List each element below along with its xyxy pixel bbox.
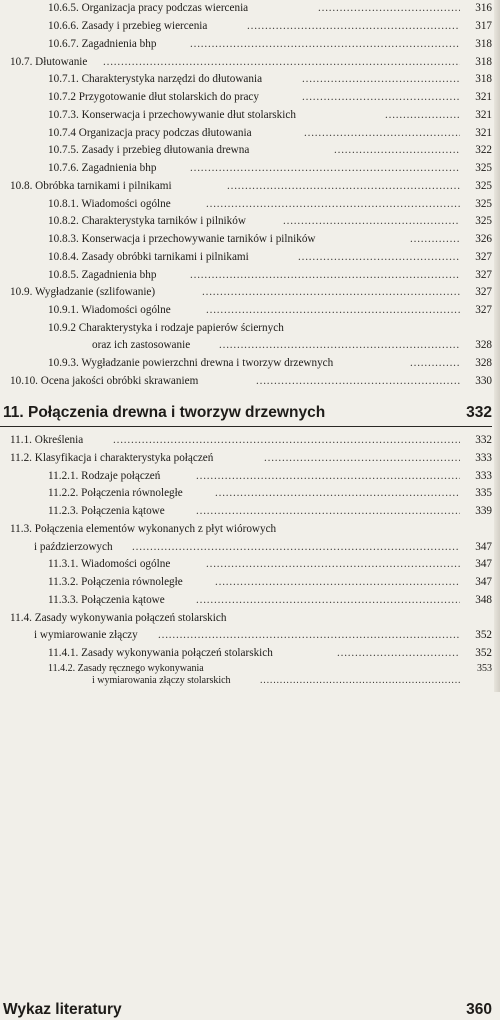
- toc-entry-page: 327: [475, 286, 492, 298]
- toc-entry-label: 11.2.3. Połączenia kątowe: [48, 505, 165, 517]
- toc-entry: [0, 162, 500, 175]
- toc-entry: [0, 434, 500, 447]
- dot-leader: [196, 470, 460, 483]
- dot-leader: [283, 215, 460, 228]
- toc-entry-page: 318: [475, 56, 492, 68]
- toc-entry-label: 10.8.2. Charakterystyka tarników i pilników: [48, 215, 246, 227]
- toc-entry: [0, 523, 500, 536]
- toc-entry-label: 11.1. Określenia: [10, 434, 84, 446]
- toc-entry-label: 10.8.4. Zasady obróbki tarnikami i pilnikami: [48, 251, 249, 263]
- toc-entry-page: 347: [475, 558, 492, 570]
- dot-leader: [103, 56, 460, 69]
- toc-entry-page: 339: [475, 505, 492, 517]
- dot-leader: [302, 73, 460, 86]
- toc-entry-page: 325: [475, 162, 492, 174]
- toc-entry: [0, 127, 500, 140]
- dot-leader: [410, 357, 460, 370]
- toc-entry: [0, 198, 500, 211]
- toc-entry: [0, 304, 500, 317]
- toc-entry: [0, 612, 500, 625]
- toc-entry-page: 327: [475, 251, 492, 263]
- toc-entry-page: 333: [475, 470, 492, 482]
- toc-entry: [0, 505, 500, 518]
- dot-leader: [304, 127, 460, 140]
- dot-leader: [264, 452, 460, 465]
- dot-leader: [302, 91, 460, 104]
- toc-entry: [0, 541, 500, 554]
- toc-entry-page: 325: [475, 215, 492, 227]
- dot-leader: [337, 647, 460, 660]
- toc-entry: [0, 233, 500, 246]
- chapter-title: Wykaz literatury: [3, 1001, 122, 1018]
- toc-entry-label: 10.9. Wygładzanie (szlifowanie): [10, 286, 156, 298]
- dot-leader: [206, 304, 460, 317]
- toc-entry-page: 352: [475, 629, 492, 641]
- toc-entry-label: 10.8.1. Wiadomości ogólne: [48, 198, 171, 210]
- toc-entry-page: 322: [475, 144, 492, 156]
- toc-entry-label: 10.6.6. Zasady i przebieg wiercenia: [48, 20, 208, 32]
- toc-entry: [0, 269, 500, 282]
- toc-entry: [0, 215, 500, 228]
- toc-entry-label: 10.9.2 Charakterystyka i rodzaje papierów ściernych: [48, 322, 284, 334]
- toc-entry-page: 321: [475, 109, 492, 121]
- chapter-page: 332: [466, 404, 492, 421]
- dot-leader: [318, 2, 460, 15]
- toc-entry-label: 10.7.2 Przygotowanie dłut stolarskich do pracy: [48, 91, 259, 103]
- toc-entry-page: 352: [475, 647, 492, 659]
- toc-entry-label: 11.4. Zasady wykonywania połączeń stolarskich: [10, 612, 227, 624]
- toc-entry-label: 10.7.3. Konserwacja i przechowywanie dłut stolarskich: [48, 109, 296, 121]
- dot-leader: [158, 629, 460, 642]
- dot-leader: [219, 339, 460, 352]
- toc-entry-label: 10.8.3. Konserwacja i przechowywanie tarników i pilników: [48, 233, 316, 245]
- chapter-heading: [0, 1000, 500, 1020]
- toc-entry: [0, 73, 500, 86]
- dot-leader: [196, 594, 460, 607]
- dot-leader: [385, 109, 460, 122]
- chapter-page: 360: [466, 1001, 492, 1018]
- toc-entry-page: 326: [475, 233, 492, 245]
- toc-entry: [0, 20, 500, 33]
- dot-leader: [260, 674, 460, 687]
- dot-leader: [190, 162, 460, 175]
- toc-entry-label: 10.6.5. Organizacja pracy podczas wiercenia: [48, 2, 249, 14]
- toc-entry-page: 316: [475, 2, 492, 14]
- toc-entry-label: 11.4.2. Zasady ręcznego wykonywania: [48, 663, 204, 674]
- toc-entry-label: 11.2.1. Rodzaje połączeń: [48, 470, 161, 482]
- toc-entry-page: 347: [475, 576, 492, 588]
- toc-entry-label: 10.7.1. Charakterystyka narzędzi do dłutowania: [48, 73, 263, 85]
- toc-entry-label: 10.10. Ocena jakości obróbki skrawaniem: [10, 375, 199, 387]
- dot-leader: [215, 487, 460, 500]
- toc-entry-label: 11.2.2. Połączenia równoległe: [48, 487, 183, 499]
- toc-entry-page: 325: [475, 180, 492, 192]
- toc-entry: [0, 144, 500, 157]
- toc-entry-label: 11.3.2. Połączenia równoległe: [48, 576, 183, 588]
- toc-entry-page: 328: [475, 357, 492, 369]
- toc-entry-label: oraz ich zastosowanie: [92, 339, 191, 351]
- toc-entry: [0, 2, 500, 15]
- toc-entry: [0, 286, 500, 299]
- page-edge-shadow: [494, 0, 500, 692]
- toc-entry: [0, 357, 500, 370]
- toc-entry-label: 10.7.5. Zasady i przebieg dłutowania drewna: [48, 144, 250, 156]
- toc-entry-label: 10.8. Obróbka tarnikami i pilnikami: [10, 180, 172, 192]
- toc-entry: [0, 339, 500, 352]
- toc-entry-label: 11.3.3. Połączenia kątowe: [48, 594, 165, 606]
- toc-entry-page: 332: [475, 434, 492, 446]
- chapter-title: 11. Połączenia drewna i tworzyw drzewnych: [3, 404, 326, 421]
- toc-entry-page: 325: [475, 198, 492, 210]
- toc-entry-label: 10.8.5. Zagadnienia bhp: [48, 269, 157, 281]
- dot-leader: [298, 251, 460, 264]
- toc-entry: [0, 470, 500, 483]
- toc-entry: [0, 487, 500, 500]
- chapter-divider: [0, 426, 492, 427]
- toc-entry: [0, 180, 500, 193]
- dot-leader: [256, 375, 460, 388]
- chapter-heading: [0, 403, 500, 423]
- toc-entry-page: 317: [475, 20, 492, 32]
- toc-entry-page: 335: [475, 487, 492, 499]
- toc-entry-label: i wymiarowania złączy stolarskich: [92, 675, 231, 686]
- toc-entry-label: 10.6.7. Zagadnienia bhp: [48, 38, 157, 50]
- toc-entry-page: 353: [477, 663, 492, 674]
- toc-entry: [0, 674, 500, 687]
- dot-leader: [202, 286, 460, 299]
- toc-entry-page: 347: [475, 541, 492, 553]
- dot-leader: [215, 576, 460, 589]
- toc-entry-label: 10.7.6. Zagadnienia bhp: [48, 162, 157, 174]
- toc-entry: [0, 452, 500, 465]
- toc-entry-label: 11.4.1. Zasady wykonywania połączeń stolarskich: [48, 647, 273, 659]
- toc-entry-label: 10.7. Dłutowanie: [10, 56, 88, 68]
- toc-entry-page: 318: [475, 38, 492, 50]
- toc-entry-page: 318: [475, 73, 492, 85]
- toc-entry-page: 333: [475, 452, 492, 464]
- toc-entry-label: i paździerzowych: [34, 541, 113, 553]
- toc-entry-label: 11.3.1. Wiadomości ogólne: [48, 558, 171, 570]
- dot-leader: [206, 198, 460, 211]
- toc-entry-page: 321: [475, 91, 492, 103]
- toc-entry: [0, 251, 500, 264]
- toc-entry: [0, 558, 500, 571]
- toc-entry: [0, 629, 500, 642]
- toc-entry-label: 10.9.3. Wygładzanie powierzchni drewna i tworzyw drzewnych: [48, 357, 334, 369]
- dot-leader: [196, 505, 460, 518]
- dot-leader: [190, 269, 460, 282]
- toc-entry: [0, 56, 500, 69]
- toc-entry-label: i wymiarowanie złączy: [34, 629, 138, 641]
- dot-leader: [247, 20, 460, 33]
- toc-entry-label: 11.2. Klasyfikacja i charakterystyka połączeń: [10, 452, 214, 464]
- toc-entry: [0, 91, 500, 104]
- toc-entry: [0, 594, 500, 607]
- dot-leader: [227, 180, 460, 193]
- toc-entry-label: 10.7.4 Organizacja pracy podczas dłutowania: [48, 127, 252, 139]
- dot-leader: [206, 558, 460, 571]
- dot-leader: [334, 144, 460, 157]
- toc-entry: [0, 109, 500, 122]
- toc-entry: [0, 576, 500, 589]
- toc-entry: [0, 647, 500, 660]
- toc-entry: [0, 322, 500, 335]
- toc-entry-page: 348: [475, 594, 492, 606]
- toc-entry-page: 327: [475, 269, 492, 281]
- toc-entry-page: 321: [475, 127, 492, 139]
- dot-leader: [410, 233, 460, 246]
- dot-leader: [132, 541, 460, 554]
- dot-leader: [113, 434, 460, 447]
- toc-entry-page: 327: [475, 304, 492, 316]
- toc-entry-label: 11.3. Połączenia elementów wykonanych z płyt wiórowych: [10, 523, 277, 535]
- toc-entry: [0, 38, 500, 51]
- toc-entry-page: 328: [475, 339, 492, 351]
- toc-entry-page: 330: [475, 375, 492, 387]
- dot-leader: [190, 38, 460, 51]
- toc-entry: [0, 375, 500, 388]
- toc-entry-label: 10.9.1. Wiadomości ogólne: [48, 304, 171, 316]
